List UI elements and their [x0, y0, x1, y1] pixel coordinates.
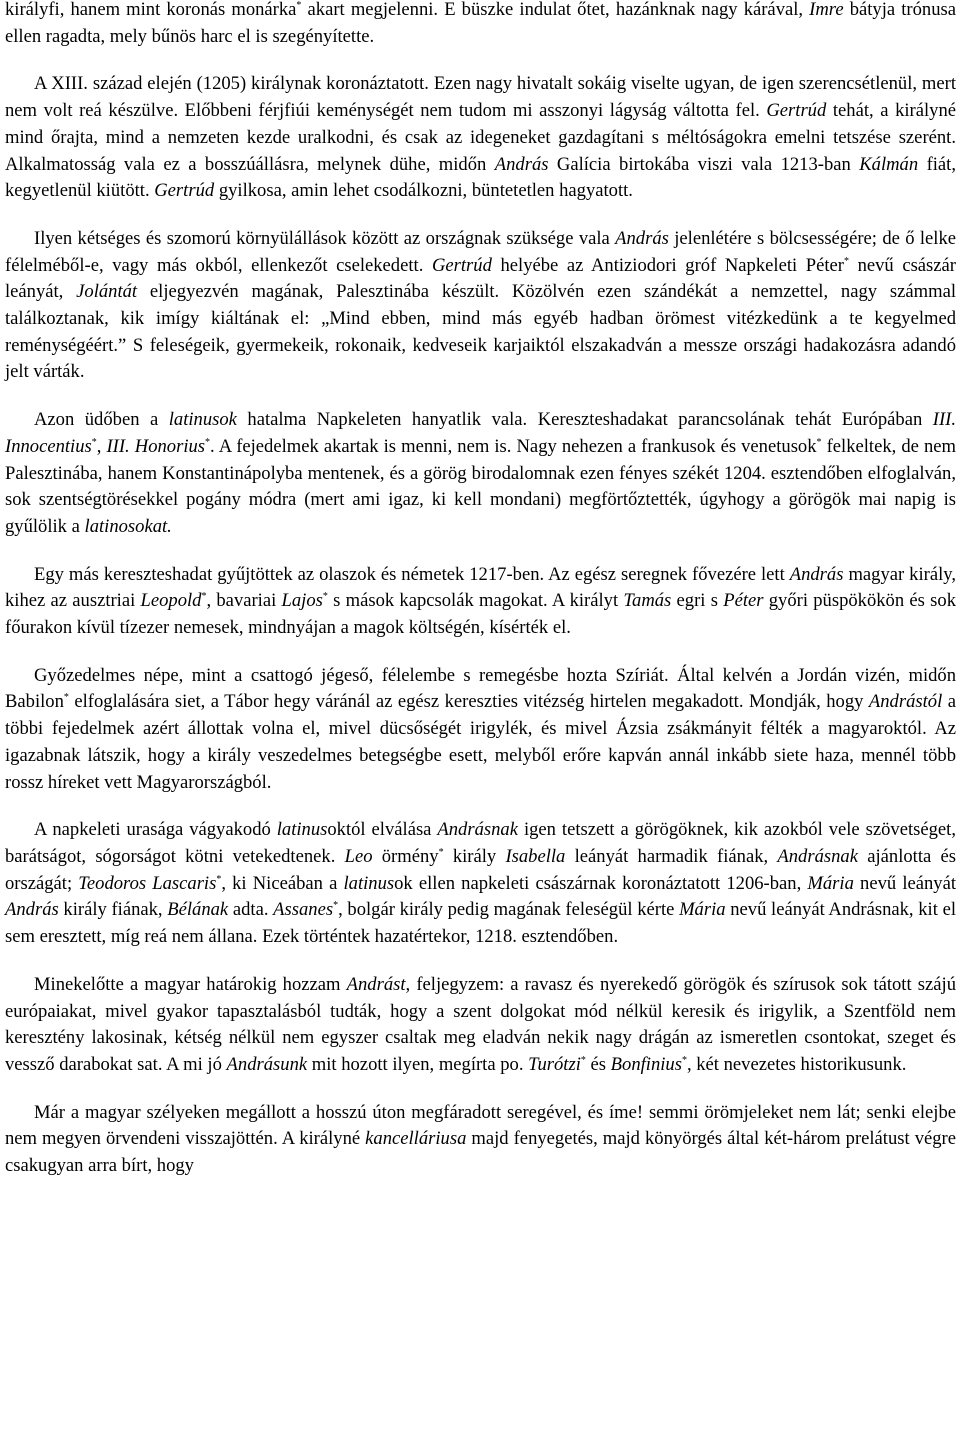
text-run: Egy más kereszteshadat gyűjtöttek az olaszok és németek 1217-ben. Az egész seregnek fővezére lett	[34, 563, 790, 585]
italic-name: Assanes	[273, 899, 334, 921]
footnote-marker: *	[201, 591, 207, 603]
italic-name: latinosokat.	[84, 515, 172, 537]
paragraph-6	[5, 663, 956, 797]
paragraph-1	[5, 0, 956, 50]
footnote-marker: *	[205, 436, 211, 448]
text-run: nevű leányát Andrásnak, kit el sem eresztett, míg reá nem állana. Ezek történtek hazatértekor, 1218. esztendőben.	[5, 899, 956, 948]
footnote-marker: *	[91, 436, 97, 448]
text-run: feljegyzem: a ravasz és nyerekedő görögök és szírusok sok tátott szájú európaiakat, mivel gyakor tapasztalásból tudták, hogy a szent dolgokat mód nélkül keresik és irigylik, a Szentföld nem keresztény lakosinak, kétség nélkül nem egyszer csaltak meg eladván nekik nagy drágán az ismeretlen csontokat, szeget és vessző darabokat sat. A mi jó	[5, 973, 956, 1075]
italic-name: Tamás	[623, 590, 672, 612]
italic-name: Mária	[807, 872, 854, 894]
italic-name: Leopold	[140, 590, 202, 612]
text-run: magyar király, kihez az ausztriai	[5, 563, 956, 612]
italic-name: Imre	[809, 0, 844, 20]
text-run: A XIII. század elején (1205) királynak koronáztatott. Ezen nagy hivatalt sokáig viselte ugyan, de igen szerencsétlenül, mert nem volt reá készülve. Előbbeni férjfiúi keménységét nem tudom mi asszonyi lágyság váltotta fel.	[5, 73, 956, 122]
text-run: hatalma Napkeleten hanyatlik vala. Kereszteshadakat parancsolának tehát Európában	[236, 409, 933, 431]
italic-name: Gertrúd	[431, 254, 492, 276]
text-run: , bavariai	[206, 590, 282, 612]
paragraph-9	[5, 1100, 956, 1180]
text-run: , bolgár király pedig magának feleségül kérte	[338, 899, 680, 921]
text-run: királyfi, hanem mint koronás monárka	[5, 0, 297, 20]
italic-name: III. Innocentius	[5, 409, 956, 457]
text-run: s mások kapcsolák magokat. A királyt	[327, 590, 624, 612]
italic-name: Jolántát	[76, 281, 138, 303]
text-run: leányát harmadik fiának,	[565, 845, 778, 867]
italic-name: András	[789, 563, 844, 585]
text-run: ajánlotta és országát;	[5, 845, 957, 894]
text-run: jelenlétére s bölcsességére; de ő lelke félelméből-e, vagy más okból, ellenkezőt cselekedett.	[5, 227, 956, 276]
italic-name: Isabella	[505, 845, 566, 867]
text-run: fiát, kegyetlenül kiütött.	[5, 153, 956, 202]
text-run: Galícia birtokába viszi vala 1213-ban	[548, 153, 860, 175]
italic-name: latinus	[343, 872, 395, 894]
text-run: Már a magyar szélyeken megállott a hosszú úton megfáradott seregével, és íme! semmi örömjeleket nem lát; senki elejbe nem megyen örvendeni visszajöttén. A királyné	[5, 1101, 956, 1150]
text-run: a többi fejedelmek azért állottak volna el, mivel dücsőségét irigylék, és mivel Ázsia zsákmányit félték a magyaroktól. Az igazabnak látszik, hogy a király veszedelmes betegségbe esett, melyből erőre kapván annál inkább siete haza, mennél több rossz híreket vett Magyarországból.	[5, 691, 956, 793]
text-run: örmény	[372, 845, 439, 867]
italic-name: András	[615, 227, 669, 249]
text-run: nevű leányát	[853, 872, 956, 894]
italic-name: Bonfinius	[610, 1053, 682, 1075]
text-run: igen tetszett a görögöknek, kik azokból vele szövetséget, barátságot, sógorságot kötni vetekedtenek.	[5, 819, 956, 867]
italic-name: Andrásnak	[437, 819, 518, 841]
text-run: akart megjelenni. E büszke indulat őtet, hazánknak nagy kárával,	[301, 0, 810, 20]
italic-name: András	[494, 153, 549, 175]
text-run: A napkeleti urasága vágyakodó	[34, 819, 277, 841]
footnote-marker: *	[216, 873, 222, 885]
text-run: ok ellen napkeleti császárnak koronáztatott 1206-ban,	[394, 872, 808, 894]
footnote-marker: *	[63, 692, 69, 704]
italic-name: Péter	[723, 590, 764, 612]
footnote-marker: *	[843, 255, 849, 267]
text-run: és	[585, 1053, 611, 1075]
footnote-marker: *	[438, 846, 444, 858]
text-run: helyébe az Antiziodori gróf Napkeleti Péter	[491, 254, 844, 276]
text-run: eljegyezvén magának, Palesztinába készült. Közölvén ezen szándékát a nemzettel, nagy számmal találkoztanak, kik imígy kiáltának el: „Mind ebben, mind más egyéb hadban örömest vitézkedünk a te kegyelmed reménységéért.” S feleségeik, gyermekeik, rokonaik, kedveseik karjaiktól elszakadván a messze országi hadakozásra adandó jelt várták.	[5, 281, 956, 383]
text-run: Ilyen kétséges és szomorú környülállások között az országnak szüksége vala	[34, 227, 616, 249]
italic-name: Mária	[679, 899, 726, 921]
paragraph-7	[5, 817, 956, 951]
text-run: mit hozott ilyen, megírta po.	[307, 1053, 529, 1075]
text-run: Győzedelmes népe, mint a csattogó jégeső, félelembe s remegésbe hozta Szíriát. Által kelvén a Jordán vizén, midőn Babilon	[5, 664, 956, 713]
italic-name: Bélának	[167, 899, 229, 921]
italic-name: Lajos	[281, 590, 323, 612]
text-run: októl elválása	[327, 819, 438, 841]
italic-name: Gertrúd	[154, 180, 215, 202]
footnote-marker: *	[681, 1054, 687, 1066]
paragraph-4	[5, 407, 956, 541]
footnote-marker: *	[580, 1054, 586, 1066]
document-body	[5, 0, 956, 1180]
text-run: . A fejedelmek akartak is menni, nem is. Nagy nehezen a frankusok és venetusok	[210, 435, 817, 457]
footnote-marker: *	[322, 591, 328, 603]
paragraph-5	[5, 562, 956, 642]
italic-name: Andrásunk	[226, 1053, 308, 1075]
italic-name: III. Honorius	[106, 435, 206, 457]
text-run: adta.	[228, 899, 274, 921]
text-run: nevű császár leányát,	[5, 254, 956, 303]
text-run: győri püspökökön és sok főurakon kívül tízezer nemesek, mindnyájan a magok költségén, kísérték el.	[5, 590, 956, 639]
text-run: tehát, a királyné mind őrajta, mind a nemzeten kezde uralkodni, és csak az idegeneket gazdagítani s méltóságokra emelni tetszése szerént. Alkalmatosság vala ez a bosszúállásra, melynek dühe, midőn	[5, 100, 956, 175]
text-run: , ki Niceában a	[221, 872, 344, 894]
text-run: felkeltek, de nem Palesztinába, hanem Konstantinápolyba mentenek, és a görög birodalomnak ezen fényes székét 1204. esztendőben elfoglalván, sok szentségtörésekkel pogány módra (mert ami igaz, ki kell mondani) megförtőztették, úgyhogy a görögök mai napig is gyűlölik a	[5, 435, 956, 537]
italic-name: Turótzi	[528, 1053, 581, 1075]
paragraph-3	[5, 226, 956, 386]
text-run: ,	[96, 435, 107, 457]
text-run: gyilkosa, amin lehet csodálkozni, büntetetlen hagyatott.	[214, 180, 633, 202]
italic-name: Gertrúd	[766, 100, 827, 122]
italic-name: latinus	[276, 819, 328, 841]
paragraph-8	[5, 972, 956, 1079]
text-run: Azon üdőben a	[34, 409, 169, 431]
italic-name: kancelláriusa	[365, 1128, 467, 1150]
italic-name: Teodoros Lascaris	[78, 872, 217, 894]
italic-name: Andrást,	[346, 973, 411, 995]
text-run: elfoglalására siet, a Tábor hegy váránál az egész kereszties vitézség hirtelen megakadott. Mondják, hogy	[68, 691, 869, 713]
italic-name: András	[5, 899, 59, 921]
italic-name: Andrásnak	[777, 845, 858, 867]
text-run: egri s	[671, 590, 724, 612]
footnote-marker: *	[296, 0, 302, 11]
text-run: bátyja trónusa ellen ragadta, mely bűnös harc el is szegényítette.	[5, 0, 956, 47]
text-run: király fiának,	[58, 899, 168, 921]
italic-name: Andrástól	[868, 691, 943, 713]
footnote-marker: *	[333, 900, 339, 912]
text-run: , két nevezetes historikusunk.	[686, 1053, 907, 1075]
text-run: majd fenyegetés, majd könyörgés által két-három prelátust végre csakugyan arra bírt, hogy	[5, 1128, 956, 1177]
italic-name: latinusok	[168, 409, 237, 431]
text-run: Minekelőtte a magyar határokig hozzam	[34, 973, 347, 995]
paragraph-2	[5, 71, 956, 205]
text-run: király	[443, 845, 506, 867]
footnote-marker: *	[816, 436, 822, 448]
italic-name: Leo	[344, 845, 373, 867]
italic-name: Kálmán	[859, 153, 919, 175]
